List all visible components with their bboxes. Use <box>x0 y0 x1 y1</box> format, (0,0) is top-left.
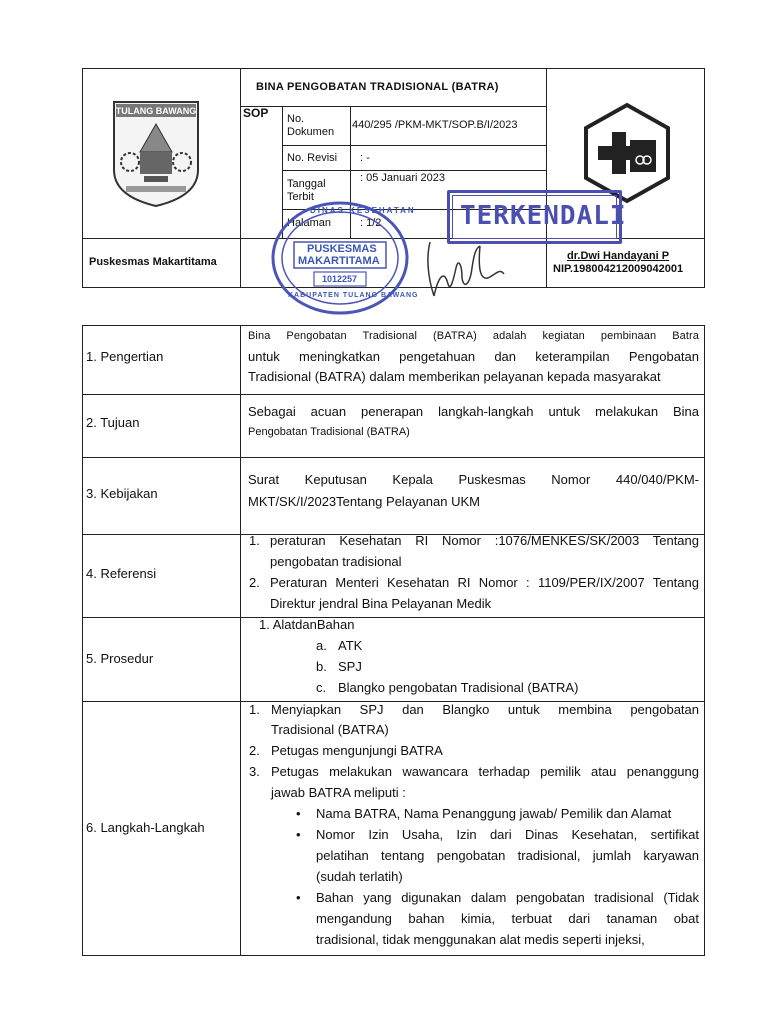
field-label-tanggal-terbit-2: Terbit <box>287 191 314 203</box>
round-stamp-line1: PUSKESMAS <box>307 243 377 255</box>
field-label-halaman: Halaman <box>287 217 332 229</box>
referensi-item-2-line-1: Peraturan Menteri Kesehatan RI Nomor : 1109/PER/IX/2007 Tentang <box>270 575 699 590</box>
section-label-langkah: 6. Langkah-Langkah <box>86 820 205 835</box>
section-label-tujuan: 2. Tujuan <box>86 415 140 430</box>
signer-nip: NIP.198004212009042001 <box>553 263 684 275</box>
section-label-prosedur: 5. Prosedur <box>86 651 154 666</box>
langkah-step-1-num: 1. <box>249 702 260 717</box>
bullet-2-line-3: (sudah terlatih) <box>316 869 403 884</box>
terkendali-text: TERKENDALI <box>460 201 627 231</box>
tujuan-line-1: Sebagai acuan penerapan langkah-langkah untuk melakukan Bina <box>248 404 699 419</box>
bullet-1-line-1: Nama BATRA, Nama Penanggung jawab/ Pemilik dan Alamat <box>316 806 672 821</box>
field-label-no-revisi: No. Revisi <box>287 152 338 164</box>
pengertian-line-2: untuk meningkatkan pengetahuan dan keterampilan Pengobatan <box>248 349 699 364</box>
langkah-step-3-line-2: jawab BATRA meliputi : <box>271 785 406 800</box>
tujuan-line-2: Pengobatan Tradisional (BATRA) <box>248 426 410 438</box>
prosedur-sub-b: SPJ <box>338 659 362 674</box>
prosedur-sub-a-letter: a. <box>316 638 327 653</box>
field-label-no-dokumen-2: Dokumen <box>287 126 335 138</box>
bullet-2-line-2: pelatihan tentang pengobatan tradisional, jumlah karyawan <box>316 848 699 863</box>
kebijakan-line-1: Surat Keputusan Kepala Puskesmas Nomor 440/040/PKM- <box>248 472 699 487</box>
logo-left-text: TULANG BAWANG <box>115 106 197 116</box>
section-label-referensi: 4. Referensi <box>86 566 157 581</box>
tulang-bawang-logo <box>110 100 202 208</box>
prosedur-sub-c-letter: c. <box>316 680 327 695</box>
langkah-step-1-line-2: Tradisional (BATRA) <box>271 722 389 737</box>
langkah-step-2-num: 2. <box>249 743 260 758</box>
field-value-halaman: : 1/2 <box>360 217 382 229</box>
referensi-item-2-line-2: Direktur jendral Bina Pelayanan Medik <box>270 596 492 611</box>
bullet-icon: • <box>296 890 301 905</box>
section-label-kebijakan: 3. Kebijakan <box>86 486 158 501</box>
referensi-num-1: 1. <box>249 533 260 548</box>
prosedur-sub-b-letter: b. <box>316 659 327 674</box>
bullet-2-line-1: Nomor Izin Usaha, Izin dari Dinas Kesehatan, sertifikat <box>316 827 699 842</box>
signer-name: dr.Dwi Handayani P <box>567 250 670 262</box>
langkah-step-1-line-1: Menyiapkan SPJ dan Blangko untuk membina pengobatan <box>271 702 699 717</box>
document-title: BINA PENGOBATAN TRADISIONAL (BATRA) <box>256 81 499 93</box>
pengertian-line-1: Bina Pengobatan Tradisional (BATRA) adalah kegiatan pembinaan Batra <box>248 330 699 342</box>
prosedur-sub-c: Blangko pengobatan Tradisional (BATRA) <box>338 680 579 695</box>
langkah-step-2-line-1: Petugas mengunjungi BATRA <box>271 743 443 758</box>
round-stamp-bottom: KABUPATEN TULANG BAWANG <box>288 292 419 299</box>
field-label-tanggal-terbit: Tanggal <box>287 178 326 190</box>
round-stamp-top: DINAS KESEHATAN <box>310 206 416 215</box>
referensi-item-1-line-1: peraturan Kesehatan RI Nomor :1076/MENKES/SK/2003 Tentang <box>270 533 699 548</box>
referensi-item-1-line-2: pengobatan tradisional <box>270 554 402 569</box>
section-label-pengertian: 1. Pengertian <box>86 349 164 364</box>
prosedur-sub-a: ATK <box>338 638 363 653</box>
bullet-icon: • <box>296 806 301 821</box>
prosedur-item-1: 1. AlatdanBahan <box>259 617 355 632</box>
round-stamp-code: 1012257 <box>322 274 358 284</box>
puskesmas-hexagon-logo <box>582 102 672 204</box>
org-name: Puskesmas Makartitama <box>89 256 217 268</box>
bullet-icon: • <box>296 827 301 842</box>
referensi-num-2: 2. <box>249 575 260 590</box>
field-value-no-dokumen: 440/295 /PKM-MKT/SOP.B/I/2023 <box>352 119 518 131</box>
langkah-step-3-num: 3. <box>249 764 260 779</box>
pengertian-line-3: Tradisional (BATRA) dalam memberikan pelayanan kepada masyarakat <box>248 369 661 384</box>
bullet-3-line-3: tradisional, tidak menggunakan alat medis seperti injeksi, <box>316 932 645 947</box>
bullet-3-line-2: mengandung bahan kimia, terbuat dari tanaman obat <box>316 911 699 926</box>
field-label-no-dokumen: No. <box>287 113 305 125</box>
sop-label: SOP <box>243 106 269 120</box>
kebijakan-line-2: MKT/SK/I/2023Tentang Pelayanan UKM <box>248 494 480 509</box>
round-stamp-line2: MAKARTITAMA <box>298 255 380 267</box>
puskesmas-round-stamp <box>270 200 419 316</box>
bullet-3-line-1: Bahan yang digunakan dalam pengobatan tradisional (Tidak <box>316 890 699 905</box>
field-value-tanggal-terbit: : 05 Januari 2023 <box>360 172 446 184</box>
langkah-step-3-line-1: Petugas melakukan wawancara terhadap pemilik atau penanggung <box>271 764 699 779</box>
field-value-no-revisi: : - <box>360 152 370 164</box>
